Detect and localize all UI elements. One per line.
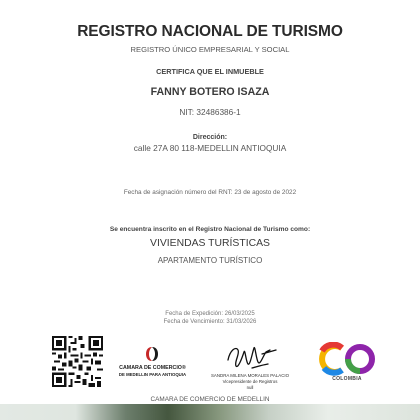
- address-value: calle 27A 80 118-MEDELLIN ANTIOQUIA: [133, 143, 287, 153]
- signatory-role: Vicepresidente de Registros: [222, 379, 278, 384]
- background-photo-strip: [0, 404, 420, 420]
- owner-name: FANNY BOTERO ISAZA: [150, 86, 270, 98]
- signatory-name: SANDRA MILENA MORALES PALACIO: [211, 373, 289, 378]
- subcategory: APARTAMENTO TURÍSTICO: [157, 256, 263, 265]
- chamber-name-line2: DE MEDELLIN PARA ANTIOQUIA: [118, 372, 187, 377]
- colombia-brand-logo: [314, 342, 380, 386]
- signatory-extra: null: [246, 385, 254, 390]
- qr-code[interactable]: [52, 336, 103, 387]
- document-title: REGISTRO NACIONAL DE TURISMO: [77, 23, 343, 40]
- issuer-footer: CAMARA DE COMERCIO DE MEDELLIN: [150, 396, 270, 403]
- signature-image: [222, 340, 282, 372]
- nit-number: NIT: 32486386-1: [179, 107, 241, 117]
- address-label: Dirección:: [192, 134, 228, 141]
- signature-block: [210, 340, 290, 398]
- country-brand-text: COLOMBIA: [332, 376, 362, 382]
- expiry-date: Fecha de Vencimiento: 31/03/2026: [163, 319, 257, 325]
- co-monogram-icon: [314, 342, 380, 376]
- assignment-date: Fecha de asignación número del RNT: 23 de agosto de 2022: [123, 189, 297, 196]
- issue-date: Fecha de Expedición: 26/03/2025: [165, 311, 255, 317]
- chamber-of-commerce-logo: [115, 344, 190, 388]
- certifies-statement: CERTIFICA QUE EL INMUEBLE: [156, 67, 264, 76]
- chamber-emblem-icon: [145, 346, 159, 362]
- document-subtitle: REGISTRO ÚNICO EMPRESARIAL Y SOCIAL: [130, 45, 290, 54]
- chamber-name-line1: CAMARA DE COMERCIO®: [119, 365, 186, 371]
- inscribed-as-text: Se encuentra inscrito en el Registro Nacional de Turismo como:: [109, 226, 311, 233]
- category: VIVIENDAS TURÍSTICAS: [150, 238, 270, 249]
